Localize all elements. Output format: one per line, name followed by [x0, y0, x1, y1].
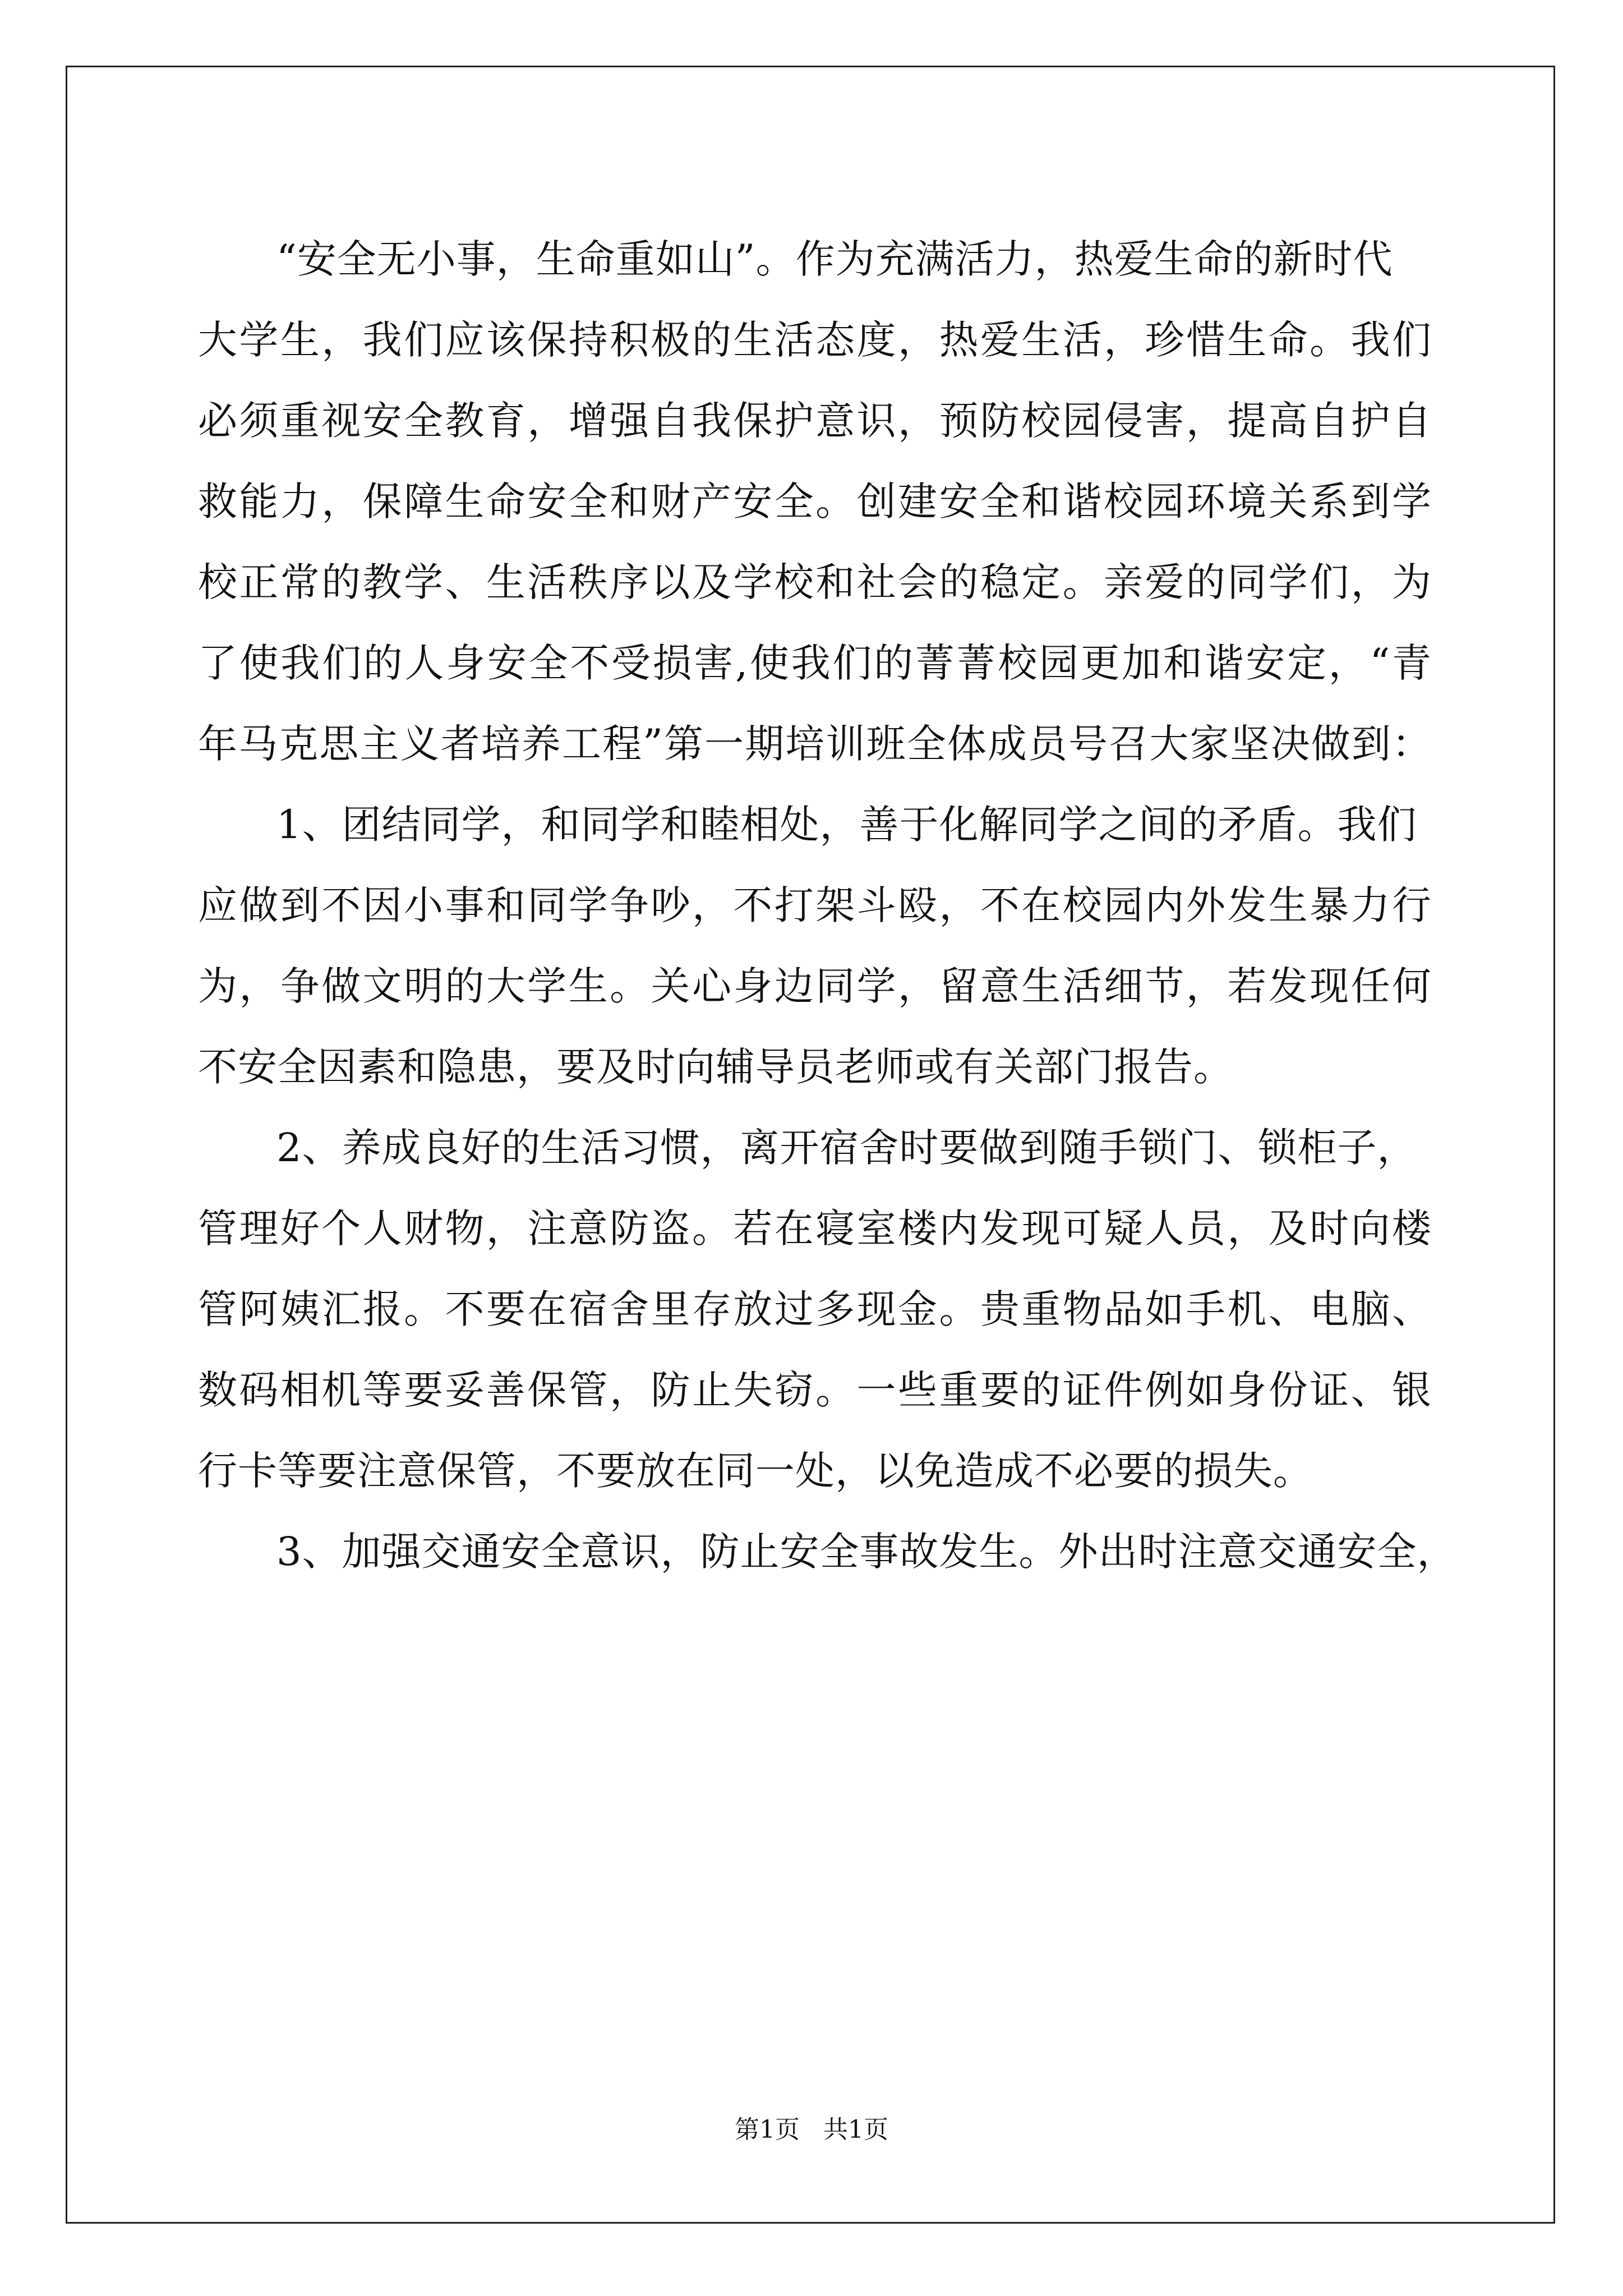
- text-line: 了使我们的人身安全不受损害,使我们的菁菁校园更加和谐安定，“青: [198, 640, 1432, 686]
- text-line: 管阿姨汇报。不要在宿舍里存放过多现金。贵重物品如手机、电脑、: [198, 1286, 1432, 1332]
- page-number-label: 第1页 共1页: [735, 2115, 888, 2144]
- page-footer: [0, 2109, 1623, 2145]
- text-line: “安全无小事，生命重如山”。作为充满活力，热爱生命的新时代: [276, 236, 1393, 282]
- text-line: 行卡等要注意保管，不要放在同一处，以免造成不必要的损失。: [198, 1448, 1313, 1494]
- text-line: 数码相机等要妥善保管，防止失窃。一些重要的证件例如身份证、银: [198, 1367, 1432, 1413]
- text-line: 校正常的教学、生活秩序以及学校和社会的稳定。亲爱的同学们，为: [198, 559, 1432, 605]
- text-line: 年马克思主义者培养工程”第一期培训班全体成员号召大家坚决做到：: [198, 721, 1432, 767]
- text-line: 2、养成良好的生活习惯，离开宿舍时要做到随手锁门、锁柜子，: [276, 1125, 1417, 1171]
- paragraph-item-2: [198, 1107, 1432, 1511]
- text-line: 管理好个人财物，注意防盗。若在寝室楼内发现可疑人员，及时向楼: [198, 1205, 1432, 1251]
- document-body: [198, 219, 1457, 1592]
- text-line: 3、加强交通安全意识，防止安全事故发生。外出时注意交通安全，: [276, 1529, 1457, 1575]
- text-line: 应做到不因小事和同学争吵，不打架斗殴，不在校园内外发生暴力行: [198, 882, 1432, 928]
- paragraph-item-3: [198, 1511, 1457, 1592]
- paragraph-intro: [198, 219, 1432, 784]
- text-line: 不安全因素和隐患，要及时向辅导员老师或有关部门报告。: [198, 1044, 1233, 1090]
- text-line: 大学生，我们应该保持积极的生活态度，热爱生活，珍惜生命。我们: [198, 317, 1432, 363]
- text-line: 为，争做文明的大学生。关心身边同学，留意生活细节，若发现任何: [198, 963, 1432, 1009]
- text-line: 必须重视安全教育，增强自我保护意识，预防校园侵害，提高自护自: [198, 398, 1432, 444]
- paragraph-item-1: [198, 784, 1432, 1107]
- text-line: 救能力，保障生命安全和财产安全。创建安全和谐校园环境关系到学: [198, 478, 1432, 524]
- text-line: 1、团结同学，和同学和睦相处，善于化解同学之间的矛盾。我们: [276, 802, 1417, 848]
